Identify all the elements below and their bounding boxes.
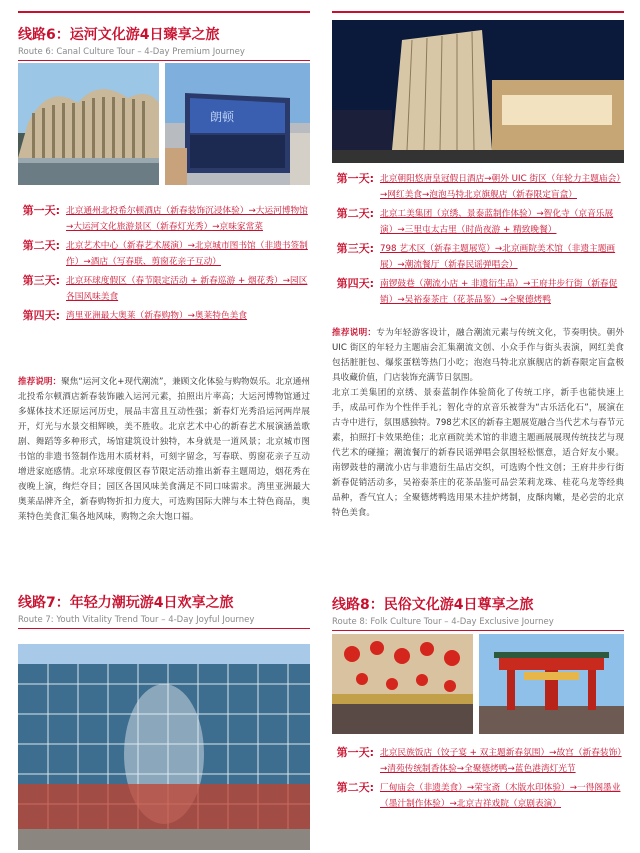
svg-text:朗顿: 朗顿: [210, 110, 235, 124]
route-8-divider: [332, 630, 624, 631]
route-7-photo-glass-building: [18, 644, 310, 850]
recommendation-text: 专为年轻游客设计，融合潮流元素与传统文化，节奏明快。朝外 UIC 街区的年轻力主题庙会汇集潮流文创、小众手作与街头表演，网红美食包括脏脏包、爆浆蛋糕等热门小吃；泡泡马特北京旗舰店的新春限定盲盒极具收藏价值，门店装饰充满节日氛围。: [332, 328, 624, 383]
route-6-day-3: [18, 273, 310, 305]
top-rule-left: [18, 11, 310, 13]
day-label: 第三天:: [22, 274, 60, 287]
day-itinerary: 北京通州北投希尔顿酒店（新春装饰沉浸体验）→大运河博物馆→大运河文化旅游景区（新春灯光秀）→京味家常菜: [66, 206, 308, 232]
top-rule-right: [332, 11, 624, 13]
route-6-title: 线路6：运河文化游4日臻享之旅: [18, 27, 220, 43]
route-7-day-2: [332, 206, 624, 238]
day-label: 第一天:: [336, 172, 374, 185]
day-itinerary: 北京民族饭店（饺子宴 + 双主题新春氛围）→故宫（新春装饰）→清苑传统制香体验→全聚德烤鸭→蓝色港湾灯光节: [380, 748, 622, 774]
route-6-day-2: [18, 238, 310, 270]
route-6-day-4: [18, 308, 310, 324]
route-6-photo-art-center: [165, 63, 310, 185]
route-8-photo-lantern-street: [332, 634, 473, 734]
day-itinerary: 北京环球度假区（春节限定活动 + 新春巡游 + 烟花秀）→园区各国风味美食: [66, 276, 308, 302]
day-label: 第二天:: [336, 207, 374, 220]
day-label: 第四天:: [336, 277, 374, 290]
route-8-title: 线路8：民俗文化游4日尊享之旅: [332, 597, 534, 613]
recommendation-label: 推荐说明：: [18, 377, 62, 387]
recommendation-text-2: 北京工美集团的京绣、景泰蓝制作体验简化了传统工序，新手也能快速上手，成品可作为个性伴手礼；智化寺的京音乐被誉为“古乐活化石”，展演在古寺中进行，氛围感独特。798艺术区的新春主题展览融合当代艺术与春节元素，拍照打卡效果绝佳；北京画院美术馆的非遗主题画展展现传统技艺与现代艺术的碰撞；潮流餐厅的新春民谣弹唱会氛围轻松惬意，适合好友小聚。南锣鼓巷的潮流小店与非遗衍生品店交织，可选购个性文创；王府井步行街新春促销活动多，吴裕泰茶庄的花茶品鉴可品尝茉莉龙珠、桂花乌龙等经典品种，香气宜人；全聚德烤鸭选用果木挂炉烤制，皮酥肉嫩，是必尝的北京特色美食。: [332, 388, 624, 518]
day-label: 第二天:: [22, 239, 60, 252]
day-label: 第一天:: [22, 204, 60, 217]
route-6-divider: [18, 60, 310, 61]
route-7-divider: [18, 628, 310, 629]
day-itinerary: 北京艺术中心（新春艺术展演）→北京城市图书馆（非遗书签制作）→酒店（写春联、剪窗花亲子互动）: [66, 241, 308, 267]
route-8-photo-archway: [479, 634, 624, 734]
day-label: 第二天:: [336, 781, 374, 794]
route-7-day-4: [332, 276, 624, 308]
day-label: 第四天:: [22, 309, 60, 322]
route-7-day-1: [332, 171, 624, 203]
day-label: 第三天:: [336, 242, 374, 255]
route-8-subtitle: Route 8: Folk Culture Tour – 4-Day Exclusive Journey: [332, 617, 554, 627]
recommendation-label: 推荐说明：: [332, 328, 377, 338]
route-6-day-1: [18, 203, 310, 235]
route-7-title: 线路7：年轻力潮玩游4日欢享之旅: [18, 595, 234, 611]
day-label: 第一天:: [336, 746, 374, 759]
day-itinerary: 湾里亚洲最大奥莱（新春购物）→奥莱特色美食: [66, 311, 248, 321]
day-itinerary: 北京朝阳悠唐皇冠假日酒店→朝外 UIC 街区（年轮力主题庙会）→网红美食→泡泡马特北京旗舰店（新春限定盲盒）: [380, 174, 621, 200]
route-8-day-2: [332, 780, 624, 812]
route-7-day-3: [332, 241, 624, 273]
day-itinerary: 北京工美集团（京绣、景泰蓝制作体验）→智化寺（京音乐展演）→三里屯太古里（时尚夜游 + 精致晚餐）: [380, 209, 614, 235]
day-itinerary: 798 艺术区（新春主题展览）→北京画院美术馆（非遗主题画展）→潮流餐厅（新春民谣弹唱会）: [380, 244, 616, 270]
route-6-subtitle: Route 6: Canal Culture Tour – 4-Day Premium Journey: [18, 47, 245, 57]
day-itinerary: 南锣鼓巷（潮流小店 + 非遗衍生品）→王府井步行街（新春促销）→吴裕泰茶庄（花茶品鉴）→全聚德烤鸭: [380, 279, 618, 305]
route-7-subtitle: Route 7: Youth Vitality Trend Tour – 4-Day Joyful Journey: [18, 615, 255, 625]
route-8-day-1: [332, 745, 624, 777]
route-6-recommendation: [18, 375, 310, 525]
recommendation-text: 聚焦“运河文化+现代潮流”，兼顾文化体验与购物娱乐。北京通州北投希尔顿酒店新春装饰融入运河元素，拍照出片率高；大运河博物馆通过多媒体技术还原运河历史，展品丰富且互动性强；新春灯光秀沿运河两岸展开，灯光与水景交相辉映，美不胜收。北京艺术中心的新春艺术展演涵盖歌剧、舞蹈等多种形式，场馆建筑设计独特，本身就是一道风景；北京城市图书馆的非遗书签制作选用木质材料，可刻字留念，写春联、剪窗花亲子互动增进家庭感情。北京环球度假区春节限定活动推出新春主题周边，烟花秀在夜晚上演，绚烂夺目；园区各国风味美食满足不同口味需求。湾里亚洲最大奥莱品牌齐全，新春购物折扣力度大，可选购国际大牌与本土特色商品，奥莱特色美食汇集各地风味，购物之余大饱口福。: [18, 377, 310, 522]
day-itinerary: 厂甸庙会（非遗美食）→荣宝斋（木版水印体验）→一得阁墨业（墨汁制作体验）→北京吉祥戏院（京剧表演）: [380, 783, 621, 809]
route-6-photo-canal-building: [18, 63, 159, 185]
route-7-recommendation: [332, 326, 624, 521]
route-7-photo-night-mall: [332, 20, 624, 163]
